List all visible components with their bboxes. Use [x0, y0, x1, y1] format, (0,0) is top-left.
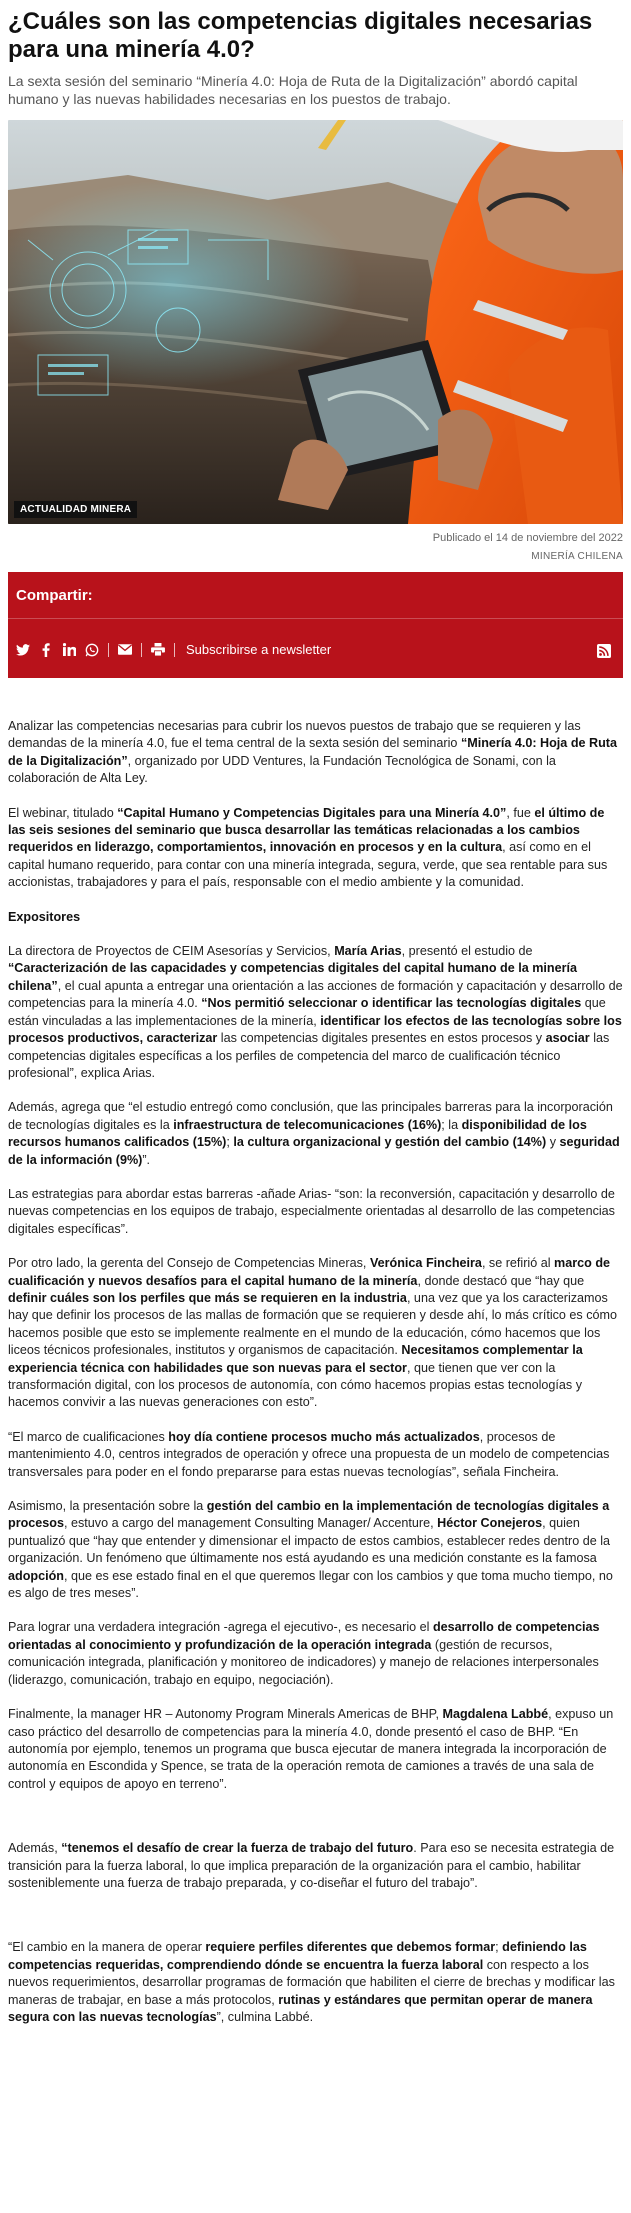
text-run: las competencias digitales específicas a los perfiles de competencia del marco de cualificación técnico profesional”, explica Arias. [8, 1031, 610, 1080]
bold-text: Héctor Conejeros [437, 1516, 543, 1531]
facebook-icon[interactable] [39, 643, 53, 657]
linkedin-icon[interactable] [62, 643, 76, 657]
share-divider-2 [141, 643, 142, 657]
bold-text: “Nos permitió seleccionar o identificar las tecnologías digitales [201, 996, 582, 1011]
twitter-icon[interactable] [16, 643, 30, 657]
share-divider-3 [174, 643, 175, 657]
hero-image [8, 120, 623, 524]
bold-text: el último de las seis sesiones del seminario que busca desarrollar las temáticas relacionadas a los cambios requeridos en liderazgo, comportamientos, innovación en procesos y en la cultura [8, 805, 605, 855]
text-run: . Para eso se necesita estrategia de transición para la fuerza laboral, lo que implica preparación de la organización para el cambio, habilitar sosteniblemente una fuerza de trabajo preparada, y co-diseñar el futuro del trabajo”. [8, 1841, 615, 1890]
text-run: , se refirió al [481, 1256, 555, 1271]
bold-text: la cultura organizacional y gestión del cambio [233, 1135, 510, 1150]
spacer [8, 1909, 623, 1939]
bold-text: “tenemos el desafío de crear la fuerza de trabajo del futuro [61, 1841, 414, 1856]
text-run: Por otro lado, la gerenta del Consejo de Competencias Mineras, [8, 1256, 370, 1271]
mining-tablet-photo [8, 120, 623, 524]
whatsapp-icon[interactable] [85, 643, 99, 657]
text-run: , una vez que ya los caracterizamos hay que definir los procesos de las mallas de formación que se requieren y desde ahí, lo más crítico es cómo hacemos posible que esto se implemente realmente en el mundo de la educación, cómo hacemos que los liceos técnicos profesionales, institutos y organismos de capacitación. [8, 1290, 618, 1358]
text-run: , quien puntualizó que “hay que entender y dimensionar el impacto de estos cambios, establecer redes dentro de la organización. Un fenómeno que últimamente nos está ayudando es una medición constante es la famosa [8, 1516, 611, 1566]
email-icon[interactable] [118, 643, 132, 657]
text-run: ; [495, 1940, 503, 1955]
bold-text: María Arias [334, 944, 402, 959]
share-divider-1 [108, 643, 109, 657]
paragraph-fuerza-trabajo [8, 1840, 623, 1892]
article-body [8, 718, 623, 2026]
publish-date: Publicado el 14 de noviembre del 2022 [432, 532, 623, 544]
share-divider [8, 618, 623, 619]
text-run: , que es ese estado final en el que queremos llegar con los cambios y que toma mucho tiempo, no es algo de tres meses”. [8, 1568, 613, 1601]
bold-text: definir cuáles son los perfiles que más se requieren en la industria [8, 1290, 407, 1305]
bold-text: Verónica Fincheira [369, 1256, 482, 1271]
bold-text: identificar los efectos de las tecnologías sobre los procesos productivos, caracterizar [8, 1013, 622, 1046]
bold-text: Magdalena Labbé [442, 1707, 549, 1722]
text-run: , estuvo a cargo del management Consulting Manager/ Accenture, [64, 1516, 438, 1531]
text-run: , organizado por UDD Ventures, la Fundación Tecnológica de Sonami, con la colaboración de Alta Ley. [8, 753, 556, 786]
bold-text: “Capital Humano y Competencias Digitales para una Minería 4.0” [117, 805, 507, 820]
paragraph-barreras [8, 1099, 623, 1169]
text-run: , donde destacó que “hay que [417, 1273, 585, 1288]
rss-icon[interactable] [597, 644, 611, 658]
bold-text: asociar [545, 1031, 590, 1046]
bold-text: disponibilidad de los recursos humanos calificados (15%) [8, 1117, 587, 1150]
bold-text: Necesitamos complementar la experiencia técnica con habilidades que son nuevas para el sector [8, 1343, 583, 1375]
paragraph-intro [8, 718, 623, 788]
text-run: Además, agrega que “el estudio entregó como conclusión, que las principales barreras para la incorporación de tecnologías digitales es la [8, 1100, 613, 1132]
share-title: Compartir: [16, 587, 93, 604]
paragraph-maria-arias [8, 943, 623, 1082]
text-run: Analizar las competencias necesarias para cubrir los nuevos puestos de trabajo que se requieren y las demandas de la minería 4.0, fue el tema central de la sexta sesión del seminario [8, 719, 581, 751]
text-run: ”, culmina Labbé. [216, 2009, 314, 2024]
bold-text: “Caracterización de las capacidades y competencias digitales del capital humano de la minería chilena” [8, 961, 578, 993]
text-run: ”. [142, 1152, 151, 1167]
text-run: , así como en el capital humano requerido, para contar con una minería integrada, segura, verde, que sea rentable para sus accionistas, trabajadores y para el país, responsable con el medio ambiente y la comunidad. [8, 840, 608, 890]
text-run: y [546, 1135, 560, 1150]
section-heading-expositores: Expositores [8, 909, 81, 924]
text-run: Para lograr una verdadera integración -agrega el ejecutivo-, es necesario el [8, 1620, 433, 1635]
text-run: , el cual apunta a entregar una orientación a las acciones de formación y capacitación y desarrollo de competencias para la minería 4.0. [8, 978, 623, 1011]
text-run: Además, [8, 1841, 62, 1856]
bold-text: seguridad de la información (9%) [8, 1135, 620, 1167]
share-icons [16, 642, 331, 657]
text-run: La directora de Proyectos de CEIM Asesorías y Servicios, [8, 944, 335, 959]
print-icon[interactable] [151, 643, 165, 657]
bold-text: gestión del cambio en la implementación de tecnologías digitales a procesos [8, 1499, 610, 1531]
paragraph-estrategias [8, 1186, 623, 1238]
bold-text: adopción [8, 1568, 64, 1583]
text-run: , expuso un caso práctico del desarrollo de competencias para la minería 4.0, donde presentó el caso de BHP. “En autonomía por ejemplo, tenemos un programa que busca ejecutar de manera integrada la incorporación de autonomía en Escondida y Spence, se trata de la operación remota de camiones a través de una sala de control y equipos de apoyo en terreno”. [8, 1707, 614, 1791]
bold-text: requiere perfiles diferentes que debemos formar [205, 1940, 496, 1955]
newsletter-link[interactable]: Subscribirse a newsletter [186, 642, 332, 657]
bold-text: infraestructura de telecomunicaciones (16%) [173, 1117, 442, 1132]
text-run: (gestión de recursos, comunicación integrada, planificación y monitoreo de indicadores) y manejo de relaciones interpersonales (liderazgo, comunicación, trabajo en equipo, negociación). [8, 1637, 599, 1687]
text-run: “El cambio en la manera de operar [8, 1940, 206, 1955]
article-source[interactable]: MINERÍA CHILENA [531, 551, 623, 562]
paragraph-webinar [8, 805, 623, 892]
paragraph-integracion [8, 1619, 623, 1689]
text-run: , que tienen que ver con la transformación digital, con los procesos de autonomía, con cómo hacemos propias estas tecnologías y hacemos convivir a las nuevas generaciones con esto”. [8, 1360, 583, 1410]
paragraph-hector-conejeros [8, 1498, 623, 1602]
image-category-tag[interactable]: ACTUALIDAD MINERA [14, 501, 137, 518]
bold-text: (14%) [512, 1135, 547, 1150]
article-title: ¿Cuáles son las competencias digitales necesarias para una minería 4.0? [8, 8, 593, 63]
text-run: “El marco de cualificaciones [8, 1429, 169, 1444]
text-run: que están vinculadas a las implementaciones de la minería, [8, 996, 606, 1028]
text-run: El webinar, titulado [8, 805, 118, 820]
text-run: Asimismo, la presentación sobre la [8, 1499, 207, 1514]
paragraph-veronica-fincheira [8, 1255, 623, 1412]
text-run: , presentó el estudio de [401, 944, 533, 959]
paragraph-quote-labbe [8, 1939, 623, 2026]
bold-text: hoy día contiene procesos mucho más actualizados [168, 1429, 480, 1444]
paragraph-magdalena-labbe [8, 1706, 623, 1793]
text-run: , procesos de mantenimiento 4.0, centros integrados de operación y ofrece una propuesta de un modelo de competencias transversales para poder en el fondo prepararse para estas nuevas tecnologías”, señala Fincheira. [8, 1429, 610, 1479]
bold-text: marco de cualificación y nuevos desafíos para el capital humano de la minería [8, 1256, 611, 1288]
text-run: Las estrategias para abordar estas barreras -añade Arias- “son: la reconversión, capacitación y desarrollo de nuevas competencias en los equipos de trabajo, especialmente orientadas al desarrollo de las competencias digitales específicas”. [8, 1186, 615, 1236]
text-run: Finalmente, la manager HR – Autonomy Program Minerals Americas de BHP, [8, 1707, 443, 1722]
text-run: con respecto a los nuevos requerimientos, desarrollar programas de formación que habiliten el cierre de brechas y modificar las maneras de trabajar, en base a más protocolos, [8, 1957, 615, 2007]
text-run: ; la [441, 1117, 462, 1132]
bold-text: desarrollo de competencias orientadas al conocimiento y profundización de la operación integrada [8, 1620, 600, 1652]
text-run: ; [226, 1135, 234, 1150]
spacer [8, 1810, 623, 1840]
bold-text: “Minería 4.0: Hoja de Ruta de la Digitalización” [8, 736, 617, 768]
bold-text: definiendo las competencias requeridas, comprendiendo dónde se encuentra la fuerza laboral [8, 1940, 587, 1972]
text-run: las competencias digitales presentes en estos procesos y [217, 1031, 546, 1046]
text-run: , fue [506, 805, 535, 820]
article-subtitle: La sexta sesión del seminario “Minería 4.0: Hoja de Ruta de la Digitalización” abordó capital humano y las nuevas habilidades necesarias en los puestos de trabajo. [8, 73, 578, 107]
paragraph-marco-cualificaciones [8, 1429, 623, 1481]
share-bar [8, 572, 623, 678]
bold-text: rutinas y estándares que permitan operar de manera segura con las nuevas tecnologías [8, 1992, 593, 2024]
